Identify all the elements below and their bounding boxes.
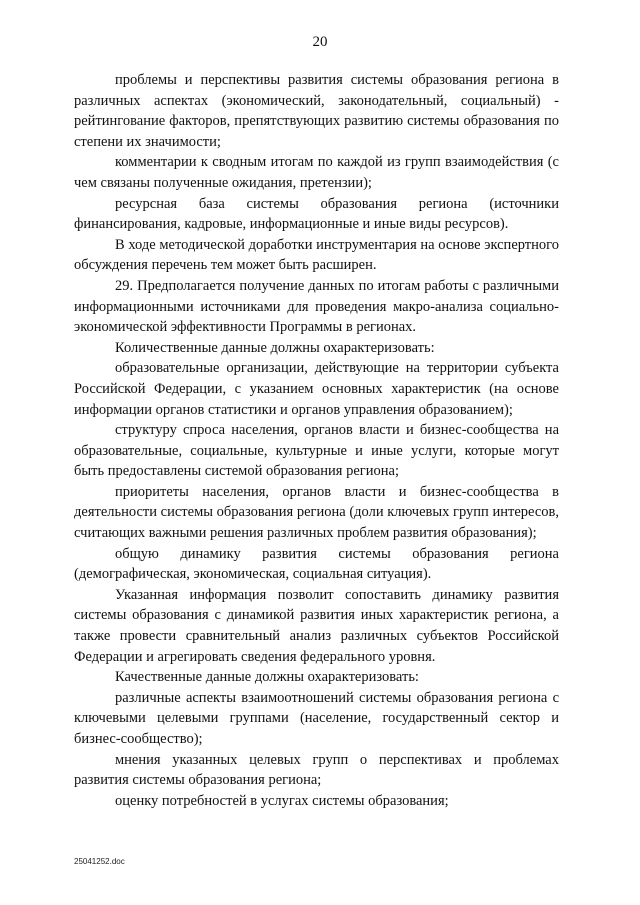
document-body (74, 70, 559, 811)
paragraph-relations: различные аспекты взаимоотношений системы образования региона с ключевыми целевыми группами (население, государственный сектор и бизнес-сообщество); (74, 689, 559, 747)
paragraph-dynamics: общую динамику развития системы образования региона (демографическая, экономическая, социальная ситуация). (74, 545, 559, 583)
paragraph-information-use: Указанная информация позволит сопоставить динамику развития системы образования с динамикой развития иных характеристик региона, а также провести сравнительный анализ различных субъектов Российской Федерации и агрегировать сведения федерального уровня. (74, 586, 559, 665)
paragraph-organizations: образовательные организации, действующие на территории субъекта Российской Федерации, с указанием основных характеристик (на основе информации органов статистики и органов управления образованием); (74, 360, 559, 418)
paragraph-opinions: мнения указанных целевых групп о перспективах и проблемах развития системы образования региона; (74, 751, 559, 789)
page-number: 20 (312, 34, 328, 50)
paragraph-quantitative-heading: Количественные данные должны охарактеризовать: (115, 339, 435, 356)
paragraph-needs-assessment: оценку потребностей в услугах системы образования; (115, 792, 449, 809)
paragraph-resources: ресурсная база системы образования региона (источники финансирования, кадровые, информационные и иные виды ресурсов). (74, 195, 559, 233)
paragraph-demand-structure: структуру спроса населения, органов власти и бизнес-сообщества на образовательные, социальные, культурные и иные услуги, которые могут быть предоставлены системой образования региона; (74, 422, 559, 480)
paragraph-problems: проблемы и перспективы развития системы образования региона в различных аспектах (экономический, законодательный, социальный) - рейтингование факторов, препятствующих развитию системы образования по степени их значимости; (74, 72, 559, 150)
paragraph-qualitative-heading: Качественные данные должны охарактеризовать: (115, 669, 419, 686)
paragraph-expert-discussion: В ходе методической доработки инструментария на основе экспертного обсуждения перечень тем может быть расширен. (74, 236, 559, 274)
paragraph-priorities: приоритеты населения, органов власти и бизнес-сообщества в деятельности системы образования региона (доли ключевых групп интересов, считающих важными решения различных проблем развития образования); (74, 483, 559, 542)
footer-file-name: 25041252.doc (74, 857, 125, 866)
paragraph-comments: комментарии к сводным итогам по каждой из групп взаимодействия (с чем связаны полученные ожидания, претензии); (74, 154, 559, 191)
paragraph-item-29: 29. Предполагается получение данных по итогам работы с различными информационными источниками для проведения макро-анализа социально-экономической эффективности Программы в регионах. (74, 277, 559, 336)
